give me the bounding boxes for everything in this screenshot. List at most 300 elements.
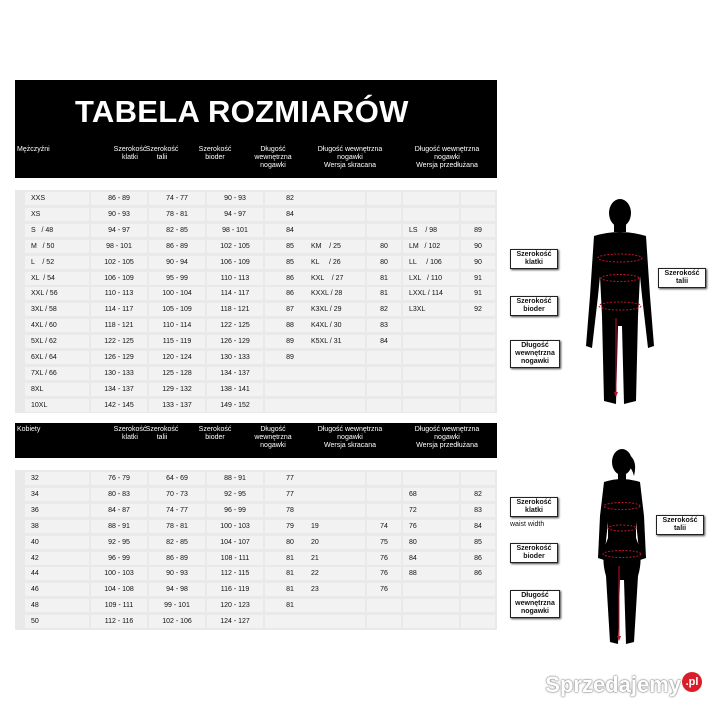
cell-value: 74 - 77	[166, 195, 188, 202]
women-table-row	[15, 552, 497, 567]
men-table-cell	[461, 351, 495, 364]
cell-value: 81	[286, 602, 294, 610]
men-table-cell	[305, 399, 365, 412]
women-table-cell	[305, 615, 365, 628]
women-table-cell	[207, 583, 263, 596]
cell-value: 81	[286, 570, 294, 578]
male-chest-label: Szerokość klatki	[510, 249, 558, 269]
cell-value: 22	[311, 570, 319, 578]
women-table-row	[15, 536, 497, 551]
women-table-cell	[305, 583, 365, 596]
men-table-cell	[25, 272, 89, 285]
cell-value: 122 - 125	[220, 322, 250, 330]
cell-value: 89	[474, 226, 482, 234]
cell-value: 40	[31, 538, 39, 546]
men-table-row	[15, 240, 497, 255]
cell-value: 110 - 113	[220, 274, 250, 282]
women-table-cell	[91, 488, 147, 501]
cell-value: M / 50	[31, 242, 55, 250]
women-table-cell	[149, 536, 205, 549]
cell-value: 82 - 85	[166, 226, 188, 234]
cell-value: 100 - 104	[162, 290, 192, 298]
women-table-cell	[305, 520, 365, 533]
women-table-cell	[461, 472, 495, 485]
women-table-cell	[91, 472, 147, 485]
cell-value: 82	[474, 490, 482, 498]
cell-value: 92	[474, 306, 482, 314]
women-grid	[15, 470, 497, 630]
cell-value: 102 - 105	[104, 258, 134, 266]
cell-value: 83	[474, 506, 482, 514]
women-table-cell	[149, 504, 205, 517]
men-table-cell	[367, 335, 401, 348]
cell-value: 98 - 101	[222, 226, 248, 234]
men-table-cell	[207, 335, 263, 348]
cell-value: 19	[311, 522, 319, 530]
men-table-cell	[305, 240, 365, 253]
women-table-row	[15, 520, 497, 535]
men-table-cell	[149, 224, 205, 237]
women-table-cell	[461, 504, 495, 517]
women-table-cell	[403, 472, 459, 485]
women-table-cell	[91, 583, 147, 596]
men-table-cell	[461, 224, 495, 237]
men-table-row	[15, 272, 497, 287]
cell-value: 90 - 93	[108, 210, 130, 218]
women-table-cell	[25, 567, 89, 580]
cell-value: 105 - 109	[162, 306, 192, 314]
cell-value: LS / 98	[409, 226, 438, 234]
cell-value: K3XL / 29	[311, 306, 342, 314]
men-table-cell	[91, 208, 147, 221]
cell-value: 76 - 79	[108, 475, 130, 482]
cell-value: 120 - 123	[220, 602, 250, 610]
men-table-cell	[91, 351, 147, 364]
women-table-header	[15, 423, 497, 458]
women-table-cell	[403, 615, 459, 628]
page-title: TABELA ROZMIARÓW	[75, 94, 409, 129]
cell-value: 142 - 145	[104, 401, 134, 409]
cell-value: 89	[286, 354, 294, 361]
women-label: Kobiety	[17, 426, 41, 433]
men-table-row	[15, 335, 497, 350]
men-table-cell	[305, 256, 365, 269]
women-col-short: Długość wewnętrzna nogawki Wersja skracana	[317, 426, 383, 449]
men-table-cell	[367, 303, 401, 316]
cell-value: 86 - 89	[108, 195, 130, 202]
men-table-cell	[305, 335, 365, 348]
cell-value: 99 - 101	[164, 602, 190, 610]
women-table-cell	[461, 583, 495, 596]
cell-value: 36	[31, 506, 39, 514]
cell-value: 86	[286, 290, 294, 298]
men-table-cell	[461, 319, 495, 332]
cell-value: 109 - 111	[104, 602, 134, 610]
men-table-cell	[403, 319, 459, 332]
men-table-row	[15, 351, 497, 366]
cell-value: 126 - 129	[104, 354, 134, 361]
cell-value: 110 - 113	[104, 290, 134, 298]
cell-value: 108 - 111	[220, 554, 250, 562]
men-table-cell	[25, 319, 89, 332]
cell-value: K4XL / 30	[311, 322, 342, 330]
women-table-cell	[207, 536, 263, 549]
cell-value: 96 - 99	[224, 506, 246, 514]
men-table-cell	[149, 303, 205, 316]
men-table-header	[15, 80, 497, 178]
men-table-cell	[403, 192, 459, 205]
men-table-cell	[25, 208, 89, 221]
men-table-cell	[305, 287, 365, 300]
men-table-cell	[207, 208, 263, 221]
men-col-inseam: Długość wewnętrzna nogawki	[254, 146, 292, 169]
men-table-row	[15, 287, 497, 302]
cell-value: KXXL / 28	[311, 290, 343, 298]
cell-value: 84	[380, 338, 388, 346]
men-table-cell	[149, 367, 205, 380]
cell-value: 74 - 77	[166, 506, 188, 514]
women-table-cell	[403, 567, 459, 580]
men-table-cell	[403, 240, 459, 253]
men-grid	[15, 190, 497, 413]
cell-value: 80	[409, 538, 417, 546]
watermark-text: Sprzedajemy	[545, 672, 681, 697]
male-inseam-label: Długość wewnętrzna nogawki	[510, 340, 560, 368]
cell-value: 106 - 109	[104, 274, 134, 282]
men-table-cell	[305, 272, 365, 285]
men-table-cell	[461, 367, 495, 380]
men-table-cell	[461, 208, 495, 221]
men-table-cell	[149, 192, 205, 205]
men-table-cell	[149, 319, 205, 332]
men-table-cell	[25, 287, 89, 300]
cell-value: 88 - 91	[108, 522, 130, 530]
cell-value: XL / 54	[31, 274, 55, 282]
cell-value: 84	[474, 522, 482, 530]
cell-value: 90	[474, 258, 482, 266]
men-table-cell	[149, 256, 205, 269]
men-table-row	[15, 224, 497, 239]
cell-value: 88	[409, 570, 417, 578]
cell-value: 94 - 97	[224, 210, 246, 218]
women-table-cell	[461, 552, 495, 565]
cell-value: 118 - 121	[104, 322, 134, 330]
men-table-cell	[91, 303, 147, 316]
women-table-cell	[149, 583, 205, 596]
women-table-cell	[25, 504, 89, 517]
women-col-hips: Szerokość bioder	[198, 426, 232, 441]
women-table-cell	[91, 520, 147, 533]
women-table-row	[15, 488, 497, 503]
men-table-cell	[403, 303, 459, 316]
men-table-cell	[403, 383, 459, 396]
men-table-cell	[367, 351, 401, 364]
men-table-cell	[207, 367, 263, 380]
women-table-row	[15, 599, 497, 614]
cell-value: 110 - 114	[162, 322, 192, 330]
female-inseam-label: Długość wewnętrzna nogawki	[510, 590, 560, 618]
women-table-cell	[367, 520, 401, 533]
men-table-row	[15, 367, 497, 382]
men-table-cell	[403, 335, 459, 348]
cell-value: KL / 26	[311, 258, 341, 266]
men-size-table	[15, 80, 497, 413]
men-table-row	[15, 256, 497, 271]
cell-value: 90 - 93	[166, 570, 188, 578]
cell-value: 76	[380, 570, 388, 578]
cell-value: 90 - 93	[224, 195, 246, 202]
men-col-long: Długość wewnętrzna nogawki Wersja przedłużana	[414, 146, 480, 169]
men-table-cell	[305, 224, 365, 237]
men-table-cell	[367, 399, 401, 412]
cell-value: LM / 102	[409, 242, 441, 250]
cell-value: 23	[311, 586, 319, 594]
men-table-cell	[207, 303, 263, 316]
men-table-cell	[25, 240, 89, 253]
women-table-cell	[25, 536, 89, 549]
cell-value: 21	[311, 554, 319, 562]
men-table-cell	[25, 399, 89, 412]
women-table-cell	[305, 472, 365, 485]
women-table-cell	[207, 520, 263, 533]
cell-value: 96 - 99	[108, 554, 130, 562]
cell-value: 91	[474, 290, 482, 298]
female-figure-silhouette	[586, 446, 658, 646]
cell-value: 76	[409, 522, 417, 530]
women-size-table	[15, 423, 497, 630]
cell-value: XXL / 56	[31, 290, 58, 298]
men-table-row	[15, 208, 497, 223]
cell-value: 112 - 115	[220, 570, 250, 578]
cell-value: 76	[380, 554, 388, 562]
men-table-cell	[367, 367, 401, 380]
men-table-cell	[305, 192, 365, 205]
cell-value: 78 - 81	[166, 210, 188, 218]
women-table-cell	[367, 552, 401, 565]
cell-value: 95 - 99	[166, 274, 188, 282]
women-table-cell	[149, 567, 205, 580]
women-table-cell	[91, 504, 147, 517]
women-table-cell	[367, 599, 401, 612]
women-table-cell	[403, 536, 459, 549]
cell-value: XXS	[31, 195, 46, 202]
men-table-cell	[305, 319, 365, 332]
cell-value: 90 - 94	[166, 258, 188, 266]
men-table-cell	[367, 287, 401, 300]
men-table-cell	[91, 224, 147, 237]
cell-value: LXL / 110	[409, 274, 443, 282]
women-table-cell	[403, 552, 459, 565]
cell-value: 8XL	[31, 385, 44, 393]
men-table-cell	[403, 399, 459, 412]
women-table-cell	[207, 488, 263, 501]
women-col-inseam: Długość wewnętrzna nogawki	[254, 426, 292, 449]
cell-value: 149 - 152	[220, 401, 250, 409]
women-col-chest: Szerokość klatki	[113, 426, 147, 441]
men-table-cell	[367, 208, 401, 221]
cell-value: 84	[409, 554, 417, 562]
women-table-cell	[91, 552, 147, 565]
women-table-cell	[305, 504, 365, 517]
men-table-row	[15, 192, 497, 207]
cell-value: 102 - 106	[162, 618, 192, 626]
men-table-cell	[207, 224, 263, 237]
men-table-cell	[25, 192, 89, 205]
cell-value: 48	[31, 602, 39, 610]
men-table-cell	[403, 287, 459, 300]
men-table-cell	[25, 335, 89, 348]
cell-value: 72	[409, 506, 417, 514]
men-table-cell	[149, 272, 205, 285]
female-hips-label: Szerokość bioder	[510, 543, 558, 563]
cell-value: 114 - 117	[220, 290, 250, 298]
men-table-cell	[91, 367, 147, 380]
cell-value: 7XL / 66	[31, 369, 57, 377]
women-table-cell	[461, 567, 495, 580]
cell-value: 94 - 98	[166, 586, 188, 594]
watermark-suffix: .pl	[682, 672, 702, 692]
cell-value: 80	[380, 242, 388, 250]
women-table-cell	[461, 615, 495, 628]
women-table-cell	[207, 567, 263, 580]
cell-value: 130 - 133	[104, 369, 134, 377]
cell-value: 130 - 133	[220, 354, 250, 361]
cell-value: 84	[286, 210, 294, 218]
cell-value: KM / 25	[311, 242, 341, 250]
cell-value: 80	[380, 258, 388, 266]
men-table-cell	[149, 208, 205, 221]
men-table-cell	[25, 224, 89, 237]
men-table-cell	[149, 399, 205, 412]
men-table-cell	[91, 399, 147, 412]
men-table-cell	[305, 367, 365, 380]
cell-value: 126 - 129	[220, 338, 250, 346]
female-waist-label: Szerokość talii	[656, 515, 704, 535]
women-table-cell	[207, 504, 263, 517]
cell-value: 5XL / 62	[31, 338, 57, 346]
men-table-cell	[461, 256, 495, 269]
women-table-cell	[91, 536, 147, 549]
men-table-cell	[149, 351, 205, 364]
men-table-cell	[207, 256, 263, 269]
women-table-cell	[403, 488, 459, 501]
men-table-cell	[91, 256, 147, 269]
men-col-waist: Szerokość talii	[145, 146, 179, 161]
cell-value: L3XL	[409, 306, 426, 314]
women-table-cell	[207, 599, 263, 612]
cell-value: 86	[474, 570, 482, 578]
men-table-row	[15, 303, 497, 318]
cell-value: 104 - 107	[220, 538, 250, 546]
men-table-cell	[207, 287, 263, 300]
men-table-cell	[461, 287, 495, 300]
cell-value: 79	[286, 522, 294, 530]
women-table-row	[15, 567, 497, 582]
women-table-cell	[91, 615, 147, 628]
women-table-cell	[305, 552, 365, 565]
cell-value: 83	[380, 322, 388, 330]
women-table-cell	[149, 472, 205, 485]
men-table-cell	[91, 287, 147, 300]
cell-value: 38	[31, 522, 39, 530]
men-table-cell	[91, 272, 147, 285]
women-table-cell	[207, 472, 263, 485]
cell-value: 85	[474, 538, 482, 546]
women-table-cell	[149, 520, 205, 533]
cell-value: 129 - 132	[162, 385, 192, 393]
cell-value: 133 - 137	[162, 401, 192, 409]
cell-value: 75	[380, 538, 388, 546]
cell-value: 86 - 89	[166, 554, 188, 562]
women-table-cell	[25, 472, 89, 485]
men-table-cell	[403, 208, 459, 221]
cell-value: 89	[286, 338, 294, 346]
men-table-cell	[403, 351, 459, 364]
cell-value: 68	[409, 490, 417, 498]
men-table-cell	[461, 335, 495, 348]
men-table-cell	[207, 192, 263, 205]
cell-value: 88 - 91	[224, 475, 246, 482]
women-table-cell	[149, 599, 205, 612]
cell-value: 4XL / 60	[31, 322, 57, 330]
men-table-cell	[403, 256, 459, 269]
cell-value: 98 - 101	[106, 242, 132, 250]
men-table-cell	[403, 272, 459, 285]
cell-value: 116 - 119	[220, 586, 250, 594]
women-table-row	[15, 472, 497, 487]
men-table-cell	[461, 240, 495, 253]
cell-value: 118 - 121	[220, 306, 250, 314]
men-table-cell	[367, 256, 401, 269]
men-table-cell	[25, 383, 89, 396]
men-table-cell	[367, 240, 401, 253]
cell-value: 86	[286, 274, 294, 282]
women-table-cell	[367, 615, 401, 628]
women-table-cell	[367, 536, 401, 549]
cell-value: 78	[286, 506, 294, 514]
men-table-cell	[207, 319, 263, 332]
cell-value: 86 - 89	[166, 242, 188, 250]
men-col-hips: Szerokość bioder	[198, 146, 232, 161]
men-table-cell	[305, 383, 365, 396]
sprzedajemy-watermark	[545, 672, 702, 698]
cell-value: 74	[380, 522, 388, 530]
men-table-cell	[207, 272, 263, 285]
men-table-cell	[91, 383, 147, 396]
women-table-cell	[149, 615, 205, 628]
men-table-cell	[25, 256, 89, 269]
women-table-cell	[403, 583, 459, 596]
cell-value: 85	[286, 258, 294, 266]
men-table-cell	[461, 399, 495, 412]
men-table-cell	[207, 383, 263, 396]
men-table-cell	[461, 192, 495, 205]
male-hips-label: Szerokość bioder	[510, 296, 558, 316]
women-table-row	[15, 504, 497, 519]
cell-value: 134 - 137	[220, 369, 250, 377]
women-table-cell	[367, 583, 401, 596]
men-table-cell	[305, 303, 365, 316]
cell-value: 91	[474, 274, 482, 282]
cell-value: 106 - 109	[220, 258, 250, 266]
cell-value: KXL / 27	[311, 274, 344, 282]
cell-value: 81	[380, 290, 388, 298]
men-label: Mężczyźni	[17, 146, 50, 153]
cell-value: 82	[380, 306, 388, 314]
women-table-cell	[25, 488, 89, 501]
men-table-cell	[91, 192, 147, 205]
men-table-cell	[403, 224, 459, 237]
